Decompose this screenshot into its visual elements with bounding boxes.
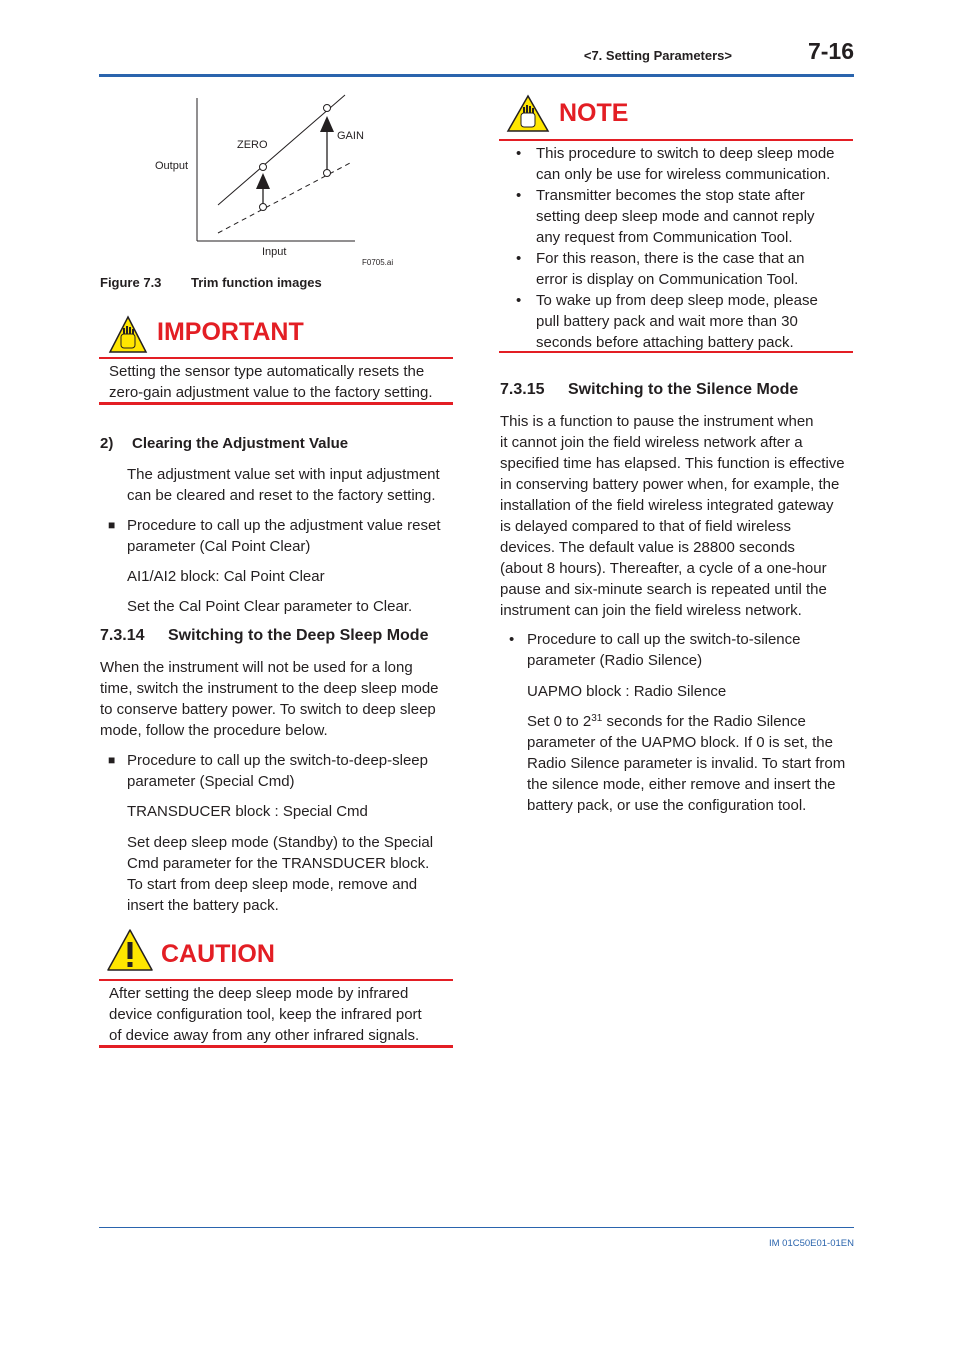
clearing-set: Set the Cal Point Clear parameter to Clear.: [127, 598, 413, 615]
text-line: pause and six-minute search is repeated until the: [500, 581, 827, 598]
note-item: [500, 248, 854, 290]
text-line: • This procedure to switch to deep sleep mode: [536, 145, 835, 162]
text-line: installation of the field wireless integrated gateway: [500, 497, 834, 514]
caution-bottom-rule: [99, 1045, 453, 1048]
note-top-rule: [499, 139, 853, 141]
text-line: pull battery pack and wait more than 30: [536, 313, 798, 330]
point-marker: [260, 204, 267, 211]
clearing-block: AI1/AI2 block: Cal Point Clear: [127, 568, 325, 585]
square-bullet-icon: ■: [108, 518, 116, 532]
text-line: When the instrument will not be used for a long: [100, 659, 413, 676]
clearing-procedure: [108, 515, 441, 557]
silence-paragraph: [500, 411, 845, 621]
note-item: [500, 143, 854, 185]
zero-arrow-head: [256, 173, 270, 189]
silence-procedure: [509, 629, 800, 671]
text-line: Set deep sleep mode (Standby) to the Special: [127, 834, 434, 851]
figure-caption-title: Trim function images: [191, 275, 322, 290]
deep-sleep-set: [127, 832, 433, 916]
text-line: seconds before attaching battery pack.: [536, 334, 794, 351]
text-line: Radio Silence parameter is invalid. To start from: [527, 755, 846, 772]
text-line: To start from deep sleep mode, remove and: [127, 876, 418, 893]
section-header: <7. Setting Parameters>: [583, 48, 732, 63]
set-prefix: Set 0 to 2: [527, 713, 592, 730]
text-line: can only be use for wireless communication.: [536, 166, 831, 183]
text-line: to conserve battery power. To switch to deep sleep: [100, 701, 436, 718]
deep-sleep-paragraph: [100, 657, 439, 741]
zero-label: ZERO: [237, 139, 268, 151]
caution-title: CAUTION: [161, 940, 275, 968]
caution-line: device configuration tool, keep the infrared port: [109, 1006, 422, 1023]
text-line: devices. The default value is 28800 seconds: [500, 539, 795, 556]
important-title: IMPORTANT: [157, 318, 304, 346]
deep-sleep-procedure: [108, 750, 428, 792]
text-line: instrument can join the field wireless network.: [500, 602, 802, 619]
text-line: • To wake up from deep sleep mode, please: [536, 292, 818, 309]
caution-warning-icon: [106, 928, 154, 972]
text-line: Procedure to call up the switch-to-silence: [527, 631, 801, 648]
bullet-dot-icon: •: [509, 631, 515, 648]
caution-text: [109, 983, 422, 1046]
note-title: NOTE: [559, 99, 629, 127]
silence-set: [527, 711, 845, 816]
note-bottom-rule: [499, 351, 853, 353]
text-line: can be cleared and reset to the factory setting.: [127, 487, 436, 504]
trim-function-figure: [150, 90, 410, 272]
text-line: specified time has elapsed. This function is effective: [500, 455, 845, 472]
point-marker: [324, 170, 331, 177]
document-id: IM 01C50E01-01EN: [768, 1238, 854, 1249]
input-label: Input: [262, 246, 287, 258]
gain-arrow-head: [320, 116, 334, 132]
gain-label: GAIN: [337, 130, 364, 142]
exponent: 31: [591, 713, 603, 724]
text-line: [527, 711, 845, 732]
deep-sleep-heading-number: 7.3.14: [100, 627, 145, 644]
figure-caption-number: Figure 7.3: [100, 275, 162, 290]
figure-file-label: F0705.ai: [362, 258, 394, 267]
page-number: 7-16: [807, 38, 854, 64]
clearing-heading-number: 2): [100, 435, 114, 452]
silence-block: UAPMO block : Radio Silence: [527, 683, 727, 700]
note-item: [500, 185, 854, 248]
text-line: • Transmitter becomes the stop state after: [536, 187, 805, 204]
note-item: [500, 290, 854, 353]
text-line: is delayed compared to that of field wireless: [500, 518, 791, 535]
text-line: time, switch the instrument to the deep sleep mode: [100, 680, 439, 697]
text-line: setting deep sleep mode and cannot reply: [536, 208, 815, 225]
point-marker: [260, 164, 267, 171]
deep-sleep-block: TRANSDUCER block : Special Cmd: [127, 803, 368, 820]
text-line: The adjustment value set with input adjustment: [127, 466, 440, 483]
caution-line: After setting the deep sleep mode by infrared: [109, 985, 409, 1002]
important-bottom-rule: [99, 402, 453, 405]
silence-heading: Switching to the Silence Mode: [568, 381, 799, 398]
text-line: (about 8 hours). Thereafter, a cycle of a one-hour: [500, 560, 827, 577]
clearing-paragraph: [127, 464, 440, 506]
text-line: the silence mode, either remove and insert the: [527, 776, 836, 793]
text-line: This is a function to pause the instrument when: [500, 413, 814, 430]
important-text: [109, 361, 433, 403]
text-line: in conserving battery power when, for example, the: [500, 476, 840, 493]
text-line: battery pack, or use the configuration tool.: [527, 797, 807, 814]
square-bullet-icon: ■: [108, 753, 116, 767]
text-line: Procedure to call up the adjustment value reset: [127, 517, 441, 534]
caution-line: of device away from any other infrared signals.: [109, 1027, 420, 1044]
text-line: Procedure to call up the switch-to-deep-sleep: [127, 752, 428, 769]
note-hand-icon: [506, 94, 550, 134]
text-line: parameter (Cal Point Clear): [127, 538, 311, 555]
text-line: parameter (Radio Silence): [527, 652, 703, 669]
important-line: zero-gain adjustment value to the factory setting.: [109, 384, 433, 401]
text-line: • For this reason, there is the case that an: [536, 250, 805, 267]
footer-rule: [99, 1227, 854, 1228]
note-list: [500, 143, 854, 353]
important-hand-icon: [108, 315, 148, 355]
point-marker: [324, 105, 331, 112]
deep-sleep-heading: Switching to the Deep Sleep Mode: [168, 627, 429, 644]
set-suffix: seconds for the Radio Silence: [602, 713, 806, 730]
header-rule: [99, 74, 854, 77]
important-line: Setting the sensor type automatically resets the: [109, 363, 425, 380]
text-line: error is display on Communication Tool.: [536, 271, 799, 288]
output-label: Output: [155, 160, 189, 172]
text-line: it cannot join the field wireless network after a: [500, 434, 803, 451]
text-line: insert the battery pack.: [127, 897, 279, 914]
text-line: Cmd parameter for the TRANSDUCER block.: [127, 855, 430, 872]
silence-heading-number: 7.3.15: [500, 381, 545, 398]
text-line: parameter (Special Cmd): [127, 773, 295, 790]
important-top-rule: [99, 357, 453, 359]
caution-top-rule: [99, 979, 453, 981]
clearing-heading: Clearing the Adjustment Value: [132, 435, 349, 452]
text-line: any request from Communication Tool.: [536, 229, 793, 246]
text-line: parameter of the UAPMO block. If 0 is set, the: [527, 734, 833, 751]
text-line: mode, follow the procedure below.: [100, 722, 328, 739]
